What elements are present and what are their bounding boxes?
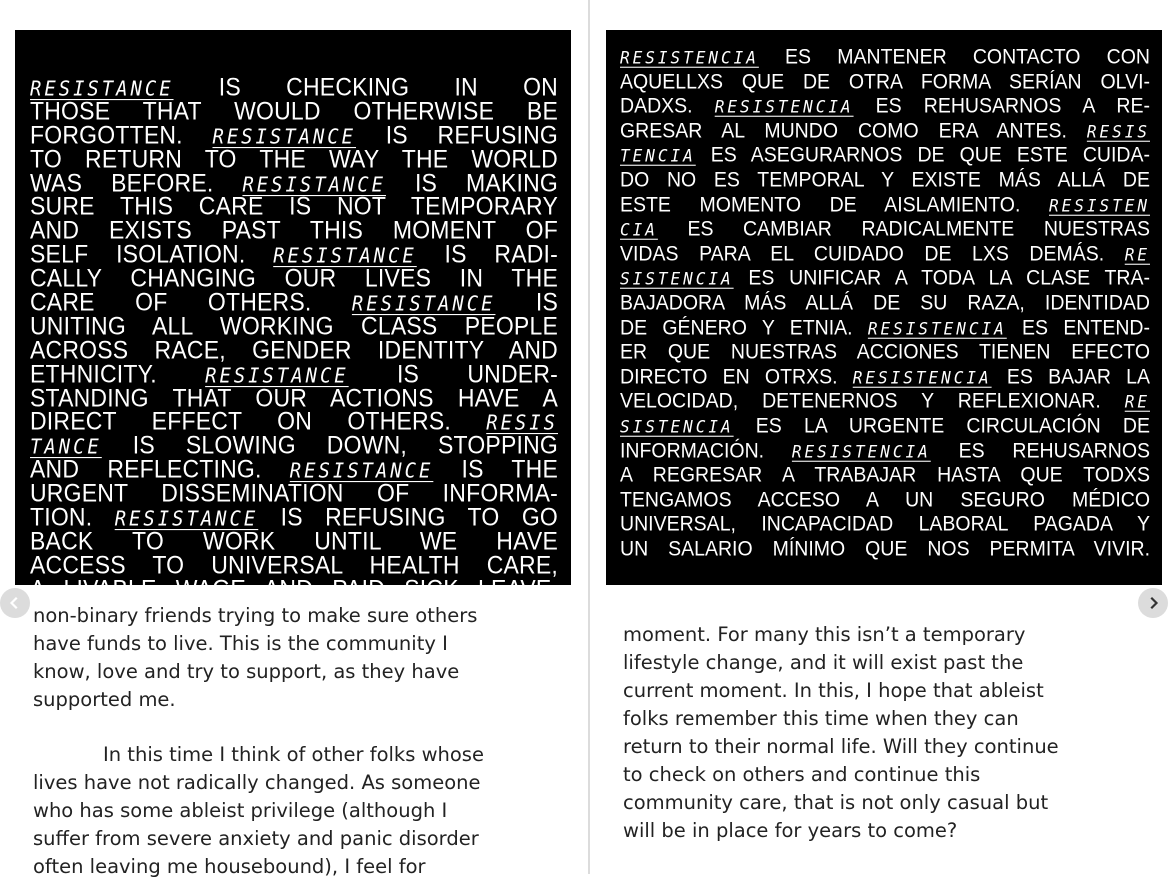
stylized-resistance-word: RESISTANCE <box>30 77 174 102</box>
poster-text: UNITING ALL WORKING CLASS PEOPLE <box>30 311 558 341</box>
poster-text: ES BAJAR LA <box>991 364 1150 389</box>
stylized-resistance-word: SISTENCIA <box>620 416 734 437</box>
poster-text: ES ENTEND- <box>1006 315 1150 340</box>
poster-text: ER QUE NUESTRAS ACCIONES TIENEN EFECTO <box>620 340 1150 364</box>
stylized-resistance-word: RESISTENCIA <box>620 47 759 68</box>
poster-line <box>620 241 1150 268</box>
body-text <box>623 621 1163 845</box>
stylized-resistance-word: RESISTANCE <box>212 124 357 149</box>
poster-text: VIDAS PARA EL CUIDADO DE LXS DEMÁS. <box>620 241 1125 266</box>
poster-text: SELF ISOLATION. <box>30 239 274 269</box>
stylized-resistance-word: RESISTENCIA <box>791 440 931 462</box>
poster-text: BAJADORA MÁS ALLÁ DE SU RAZA, IDENTIDAD <box>620 291 1150 315</box>
body-line: current moment. In this, I hope that ableist <box>623 679 1044 702</box>
poster-line <box>620 511 1150 538</box>
stylized-resistance-word: CIA <box>620 219 658 240</box>
poster-line <box>620 339 1150 366</box>
poster-text: ACROSS RACE, GENDER IDENTITY AND <box>30 335 558 365</box>
stylized-resistance-word: RESISTEN <box>1049 194 1150 216</box>
poster-text: ES REHUSARNOS A RE- <box>853 94 1150 119</box>
poster-text: THOSE THAT WOULD OTHERWISE BE <box>30 96 558 126</box>
poster-text: ES LA URGENTE CIRCULACIÓN DE <box>733 414 1150 438</box>
resistance-poster-english <box>15 30 571 603</box>
body-text <box>33 602 573 881</box>
body-line: folks remember this time when they can <box>623 707 1019 730</box>
poster-text: AND REFLECTING. <box>30 454 290 484</box>
poster-text: IS REFUSING <box>356 120 558 149</box>
poster-text: DIRECT EFFECT ON OTHERS. <box>30 407 487 436</box>
body-line: often leaving me housebound), I feel for <box>33 855 426 878</box>
stylized-resistance-word: RESISTANCE <box>114 507 259 532</box>
poster-text: ETHNICITY. <box>30 359 206 388</box>
stylized-resistance-word: RESISTENCIA <box>714 96 854 117</box>
poster-text: ACCESS TO UNIVERSAL HEALTH CARE, <box>30 550 558 580</box>
poster-text: UN SALARIO MÍNIMO QUE NOS PERMITA VIVIR. <box>620 536 1150 561</box>
stylized-resistance-word: RESISTENCIA <box>867 317 1007 339</box>
poster-line <box>620 192 1150 219</box>
poster-text: TO RETURN TO THE WAY THE WORLD <box>30 144 558 173</box>
body-line: lives have not radically changed. As someone <box>33 771 481 794</box>
poster-text: DO NO ES TEMPORAL Y EXISTE MÁS ALLÁ DE <box>620 168 1150 192</box>
stylized-resistance-word: RE <box>1124 244 1150 265</box>
stylized-resistance-word: RESISTENCIA <box>852 366 992 388</box>
stylized-resistance-word: RESISTANCE <box>351 292 496 317</box>
poster-text: FORGOTTEN. <box>30 120 213 149</box>
poster-text: IS THE <box>433 454 558 484</box>
body-line: have funds to live. This is the community I <box>33 632 448 655</box>
poster-text: DE GÉNERO Y ETNIA. <box>620 315 868 340</box>
poster-line <box>620 536 1150 563</box>
poster-text: IS RADI- <box>416 239 558 269</box>
body-line: return to their normal life. Will they continue <box>623 735 1059 758</box>
stylized-resistance-word: RE <box>1124 391 1150 413</box>
poster-text: BACK TO WORK UNTIL WE HAVE <box>30 526 558 556</box>
poster-line <box>620 216 1150 243</box>
body-line: moment. For many this isn’t a temporary <box>623 623 1026 646</box>
poster-line <box>620 93 1150 120</box>
poster-text: UNIVERSAL, INCAPACIDAD LABORAL PAGADA Y <box>620 512 1150 537</box>
poster-text: WAS BEFORE. <box>30 168 243 197</box>
poster-text: ES REHUSARNOS <box>930 438 1151 463</box>
poster-line <box>620 438 1150 465</box>
poster-text: SURE THIS CARE IS NOT TEMPORARY <box>30 192 558 221</box>
poster-line <box>620 142 1150 169</box>
carousel-prev-button[interactable] <box>0 588 30 618</box>
stylized-resistance-word: RESISTANCE <box>205 363 349 388</box>
chevron-left-icon <box>8 596 22 610</box>
body-line: suffer from severe anxiety and panic disorder <box>33 827 479 850</box>
poster-line <box>620 462 1150 489</box>
poster-line <box>620 118 1150 145</box>
poster-text: IS CHECKING IN ON <box>173 72 558 102</box>
right-page <box>590 0 1171 874</box>
poster-text: ES ASEGURARNOS DE QUE ESTE CUIDA- <box>695 143 1150 168</box>
poster-text: ES UNIFICAR A TODA LA CLASE TRA- <box>733 266 1150 291</box>
body-line: to check on others and continue this <box>623 763 981 786</box>
poster-text: CARE OF OTHERS. <box>30 287 352 317</box>
poster-line <box>620 167 1150 194</box>
poster-line <box>620 487 1150 514</box>
poster-text: URGENT DISSEMINATION OF INFORMA- <box>30 478 558 508</box>
stylized-resistance-word: TENCIA <box>620 145 696 167</box>
poster-line <box>620 413 1150 440</box>
poster-line <box>620 44 1150 71</box>
poster-text: TENGAMOS ACCESO A UN SEGURO MÉDICO <box>620 487 1150 512</box>
body-line: non-binary friends trying to make sure others <box>33 604 478 627</box>
poster-text: AND EXISTS PAST THIS MOMENT OF <box>30 215 558 245</box>
poster-text: IS REFUSING TO GO <box>258 502 558 532</box>
body-line: know, love and try to support, as they have <box>33 660 460 683</box>
poster-text: IS SLOWING DOWN, STOPPING <box>101 430 558 460</box>
carousel-next-button[interactable] <box>1138 588 1168 618</box>
poster-line <box>620 265 1150 292</box>
poster-text: IS UNDER- <box>348 359 559 388</box>
poster-text: ES MANTENER CONTACTO CON <box>758 45 1150 69</box>
poster-text: A LIVABLE WAGE AND PAID SICK LEAVE. <box>30 574 558 603</box>
poster-text: DIRECTO EN OTRXS. <box>620 364 853 389</box>
stylized-resistance-word: SISTENCIA <box>620 268 734 290</box>
poster-line <box>30 574 558 603</box>
poster-text: CALLY CHANGING OUR LIVES IN THE <box>30 263 558 293</box>
poster-text: STANDING THAT OUR ACTIONS HAVE A <box>30 383 558 412</box>
poster-text: VELOCIDAD, DETENERNOS Y REFLEXIONAR. <box>620 389 1125 414</box>
poster-text: GRESAR AL MUNDO COMO ERA ANTES. <box>620 118 1087 143</box>
poster-text: A REGRESAR A TRABAJAR HASTA QUE TODXS <box>620 463 1150 487</box>
stylized-resistance-word: TANCE <box>30 435 102 460</box>
chevron-right-icon <box>1146 596 1160 610</box>
poster-text: DADXS. <box>620 94 715 119</box>
poster-line <box>620 364 1150 391</box>
poster-line <box>620 315 1150 342</box>
poster-line <box>620 69 1150 96</box>
body-line: supported me. <box>33 688 176 711</box>
poster-text: IS <box>495 287 558 317</box>
body-line: who has some ableist privilege (although I <box>33 799 448 822</box>
stylized-resistance-word: RESIS <box>486 411 558 436</box>
body-line: In this time I think of other folks whose <box>103 743 484 766</box>
poster-text: INFORMACIÓN. <box>620 438 792 463</box>
stylized-resistance-word: RESISTANCE <box>273 244 417 269</box>
poster-line <box>620 290 1150 317</box>
resistance-poster-spanish <box>606 30 1162 585</box>
poster-text: ESTE MOMENTO DE AISLAMIENTO. <box>620 192 1049 217</box>
body-line: will be in place for years to come? <box>623 819 958 842</box>
poster-text: IS MAKING <box>385 168 558 197</box>
poster-text: ES CAMBIAR RADICALMENTE NUESTRAS <box>657 217 1150 242</box>
poster-line <box>620 388 1150 415</box>
stylized-resistance-word: RESISTANCE <box>242 172 386 197</box>
body-line: community care, that is not only casual but <box>623 791 1049 814</box>
poster-text: TION. <box>30 502 115 532</box>
stylized-resistance-word: RESIS <box>1086 121 1150 142</box>
stylized-resistance-word: RESISTANCE <box>289 459 434 484</box>
body-line: lifestyle change, and it will exist past the <box>623 651 1024 674</box>
poster-text: AQUELLXS QUE DE OTRA FORMA SERÍAN OLVI- <box>620 69 1150 94</box>
